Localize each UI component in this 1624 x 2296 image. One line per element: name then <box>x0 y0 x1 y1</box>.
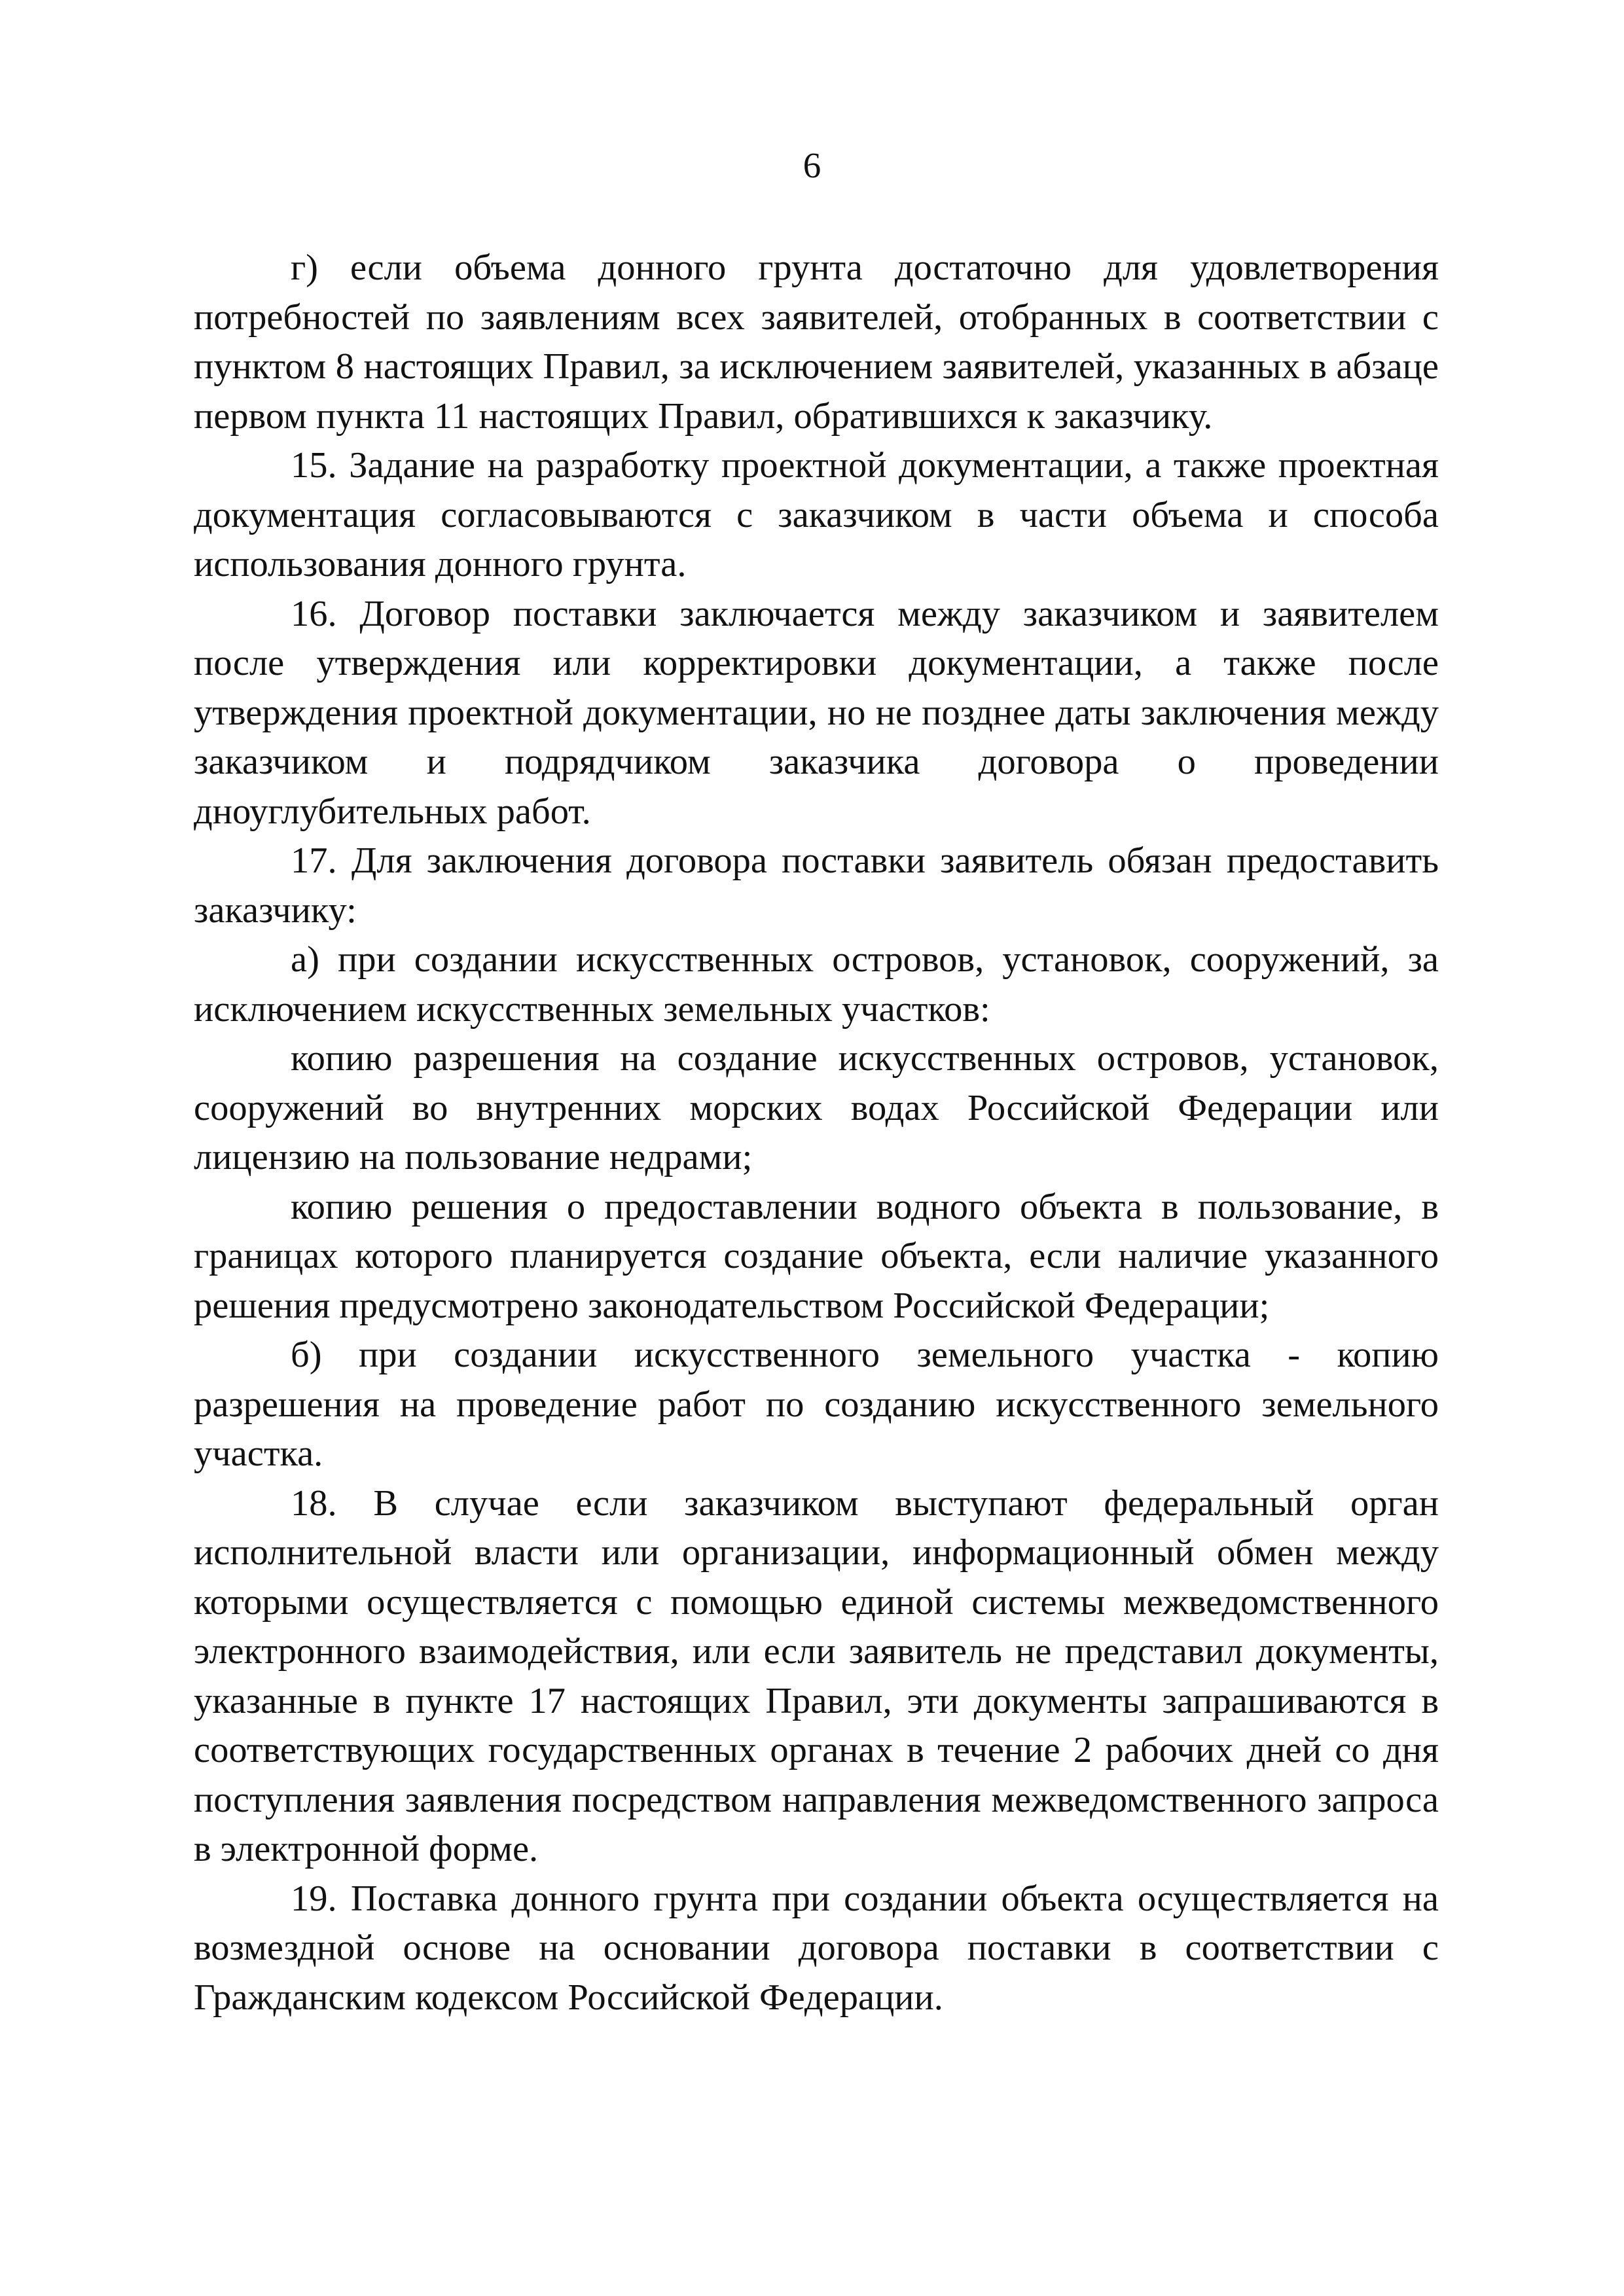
paragraph-18: 18. В случае если заказчиком выступают федеральный орган исполнительной власти или организации, информационный обмен между которыми осуществляется с помощью единой системы межведомственного электронного взаимодействия, или если заявитель не представил документы, указанные в пункте 17 настоящих Правил, эти документы запрашиваются в соответствующих государственных органах в течение 2 рабочих дней со дня поступления заявления посредством направления межведомственного запроса в электронной форме. <box>194 1482 1439 1869</box>
page-number: 6 <box>803 145 821 185</box>
paragraph-17a-item-1: копию разрешения на создание искусственных островов, установок, сооружений во внутренних морских водах Российской Федерации или лицензию на пользование недрами; <box>194 1038 1439 1177</box>
paragraph-14g: г) если объема донного грунта достаточно для удовлетворения потребностей по заявлениям всех заявителей, отобранных в соответствии с пунктом 8 настоящих Правил, за исключением заявителей, указанных в абзаце первом пункта 11 настоящих Правил, обратившихся к заказчику. <box>194 247 1439 437</box>
document-body <box>194 243 1439 2022</box>
paragraph-17b: б) при создании искусственного земельного участка - копию разрешения на проведение работ по созданию искусственного земельного участка. <box>194 1335 1439 1474</box>
paragraph-17: 17. Для заключения договора поставки заявитель обязан предоставить заказчику: <box>194 840 1439 931</box>
paragraph-16: 16. Договор поставки заключается между заказчиком и заявителем после утверждения или корректировки документации, а также после утверждения проектной документации, но не позднее даты заключения между заказчиком и подрядчиком заказчика договора о проведении дноуглубительных работ. <box>194 593 1439 832</box>
paragraph-17a-item-2: копию решения о предоставлении водного объекта в пользование, в границах которого планируется создание объекта, если наличие указанного решения предусмотрено законодательством Российской Федерации; <box>194 1186 1439 1326</box>
paragraph-17a: а) при создании искусственных островов, установок, сооружений, за исключением искусственных земельных участков: <box>194 939 1439 1030</box>
paragraph-15: 15. Задание на разработку проектной документации, а также проектная документация согласовываются с заказчиком в части объема и способа использования донного грунта. <box>194 445 1439 584</box>
paragraph-19: 19. Поставка донного грунта при создании объекта осуществляется на возмездной основе на основании договора поставки в соответствии с Гражданским кодексом Российской Федерации. <box>194 1878 1439 2018</box>
